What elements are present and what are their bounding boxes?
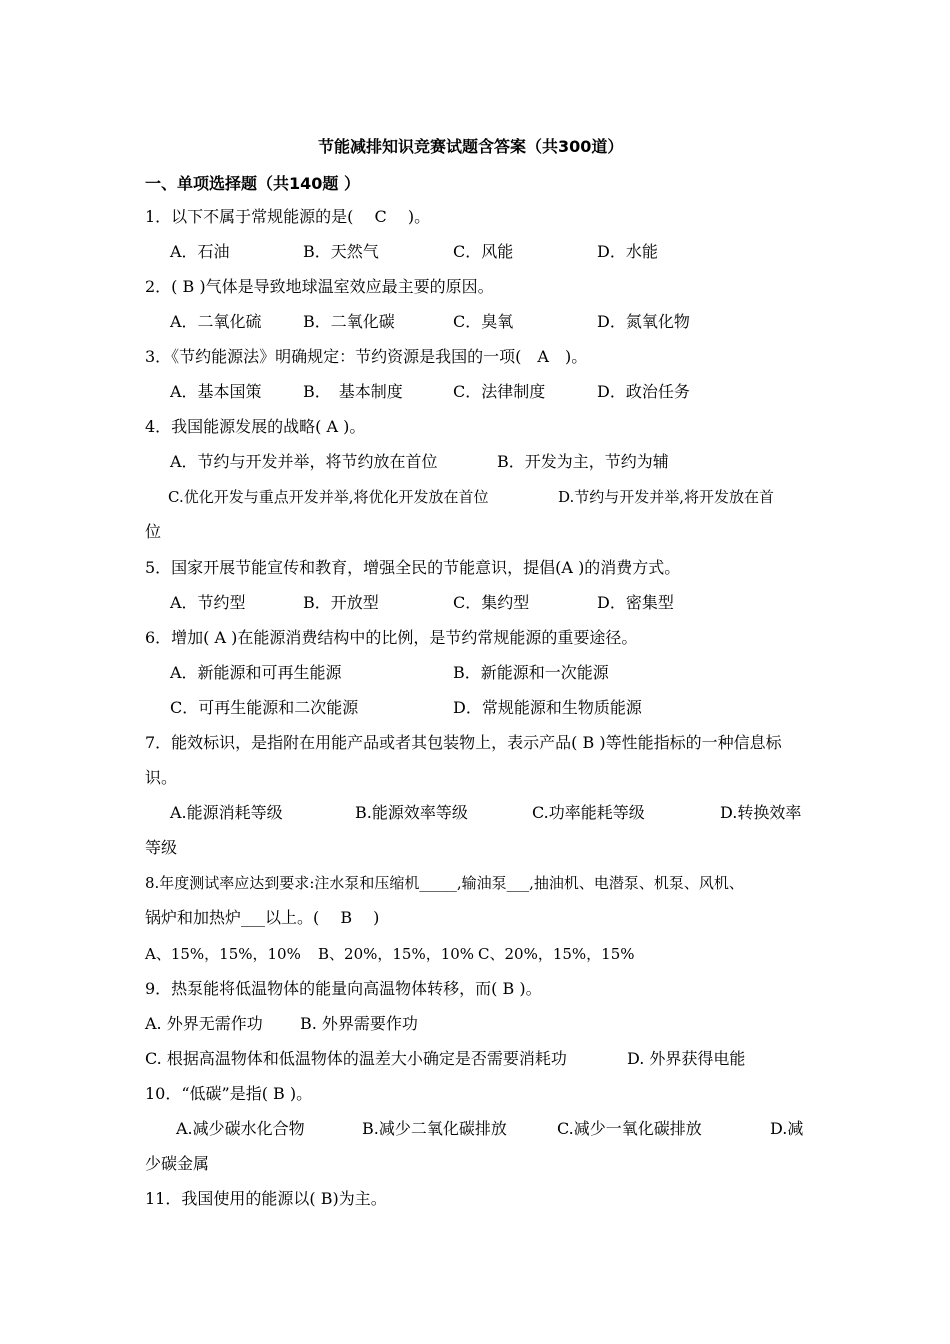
question-2-stem: 2．( B )气体是导致地球温室效应最主要的原因。 — [145, 277, 494, 296]
question-7-option-b: B.能源效率等级 — [355, 803, 468, 822]
question-1-option-a: A．石油 — [170, 242, 230, 261]
question-2-option-b: B．二氧化碳 — [303, 312, 395, 331]
question-1-option-c: C．风能 — [453, 242, 514, 261]
question-10-option-a: A.减少碳水化合物 — [176, 1119, 305, 1138]
question-4-option-d: D.节约与开发并举,将开发放在首 — [558, 488, 775, 506]
question-9-option-a: A. 外界无需作功 — [145, 1014, 263, 1033]
question-7-wrap: 等级 — [145, 838, 178, 857]
question-8-option-b: B、20%，15%，10% — [318, 945, 475, 963]
question-8-stem-wrap: 锅炉和加热炉___以上。( B ) — [145, 908, 380, 927]
question-10-option-c: C.减少一氧化碳排放 — [557, 1119, 702, 1138]
question-3-option-c: C．法律制度 — [453, 382, 546, 401]
question-8-option-c: C、20%，15%，15% — [478, 945, 635, 963]
question-10-stem: 10．“低碳”是指( B )。 — [145, 1084, 313, 1103]
question-7-option-c: C.功率能耗等级 — [532, 803, 645, 822]
question-3-option-b: B． 基本制度 — [303, 382, 403, 401]
question-6-option-a: A．新能源和可再生能源 — [170, 663, 342, 682]
question-8-option-a: A、15%，15%，10% — [145, 945, 301, 963]
question-3-option-d: D．政治任务 — [597, 382, 690, 401]
question-9-stem: 9．热泵能将低温物体的能量向高温物体转移，而( B )。 — [145, 979, 542, 998]
question-11-stem: 11．我国使用的能源以( B)为主。 — [145, 1189, 387, 1208]
question-6-option-b: B．新能源和一次能源 — [453, 663, 609, 682]
question-8-stem: 8.年度测试率应达到要求:注水泵和压缩机_____,输油泵___,抽油机、电潜泵、机泵、风机、 — [145, 874, 744, 892]
section-heading: 一、单项选择题（共140题 ） — [145, 174, 360, 193]
question-1-option-d: D．水能 — [597, 242, 658, 261]
question-7-option-a: A.能源消耗等级 — [170, 803, 283, 822]
question-6-option-d: D．常规能源和生物质能源 — [453, 698, 642, 717]
question-6-stem: 6．增加( A )在能源消费结构中的比例，是节约常规能源的重要途径。 — [145, 628, 638, 647]
question-7-stem-wrap: 识。 — [145, 768, 178, 787]
page-title: 节能减排知识竞赛试题含答案（共300道） — [318, 137, 624, 156]
question-9-option-b: B. 外界需要作功 — [300, 1014, 418, 1033]
question-5-stem: 5．国家开展节能宣传和教育，增强全民的节能意识，提倡(A )的消费方式。 — [145, 558, 681, 577]
question-1-stem: 1．以下不属于常规能源的是( C )。 — [145, 207, 431, 226]
question-5-option-d: D．密集型 — [597, 593, 674, 612]
question-7-option-d: D.转换效率 — [720, 803, 802, 822]
question-4-wrap: 位 — [145, 522, 162, 541]
question-4-option-b: B．开发为主，节约为辅 — [497, 452, 669, 471]
question-10-option-b: B.减少二氧化碳排放 — [362, 1119, 507, 1138]
question-3-stem: 3．《节约能源法》明确规定：节约资源是我国的一项( A )。 — [145, 347, 588, 366]
question-3-option-a: A．基本国策 — [170, 382, 262, 401]
question-10-wrap: 少碳金属 — [145, 1154, 210, 1173]
question-4-stem: 4．我国能源发展的战略( A )。 — [145, 417, 366, 436]
question-1-option-b: B．天然气 — [303, 242, 379, 261]
question-5-option-a: A．节约型 — [170, 593, 246, 612]
question-7-stem: 7．能效标识，是指附在用能产品或者其包装物上，表示产品( B )等性能指标的一种信息标 — [145, 733, 782, 752]
question-6-option-c: C．可再生能源和二次能源 — [170, 698, 359, 717]
question-2-option-c: C．臭氧 — [453, 312, 514, 331]
question-5-option-c: C．集约型 — [453, 593, 530, 612]
question-10-option-d: D.减 — [770, 1119, 804, 1138]
question-9-option-c: C. 根据高温物体和低温物体的温差大小确定是否需要消耗功 — [145, 1049, 567, 1068]
question-9-option-d: D. 外界获得电能 — [627, 1049, 746, 1068]
question-2-option-d: D．氮氧化物 — [597, 312, 690, 331]
question-4-option-c: C.优化开发与重点开发并举,将优化开发放在首位 — [168, 488, 489, 506]
question-2-option-a: A．二氧化硫 — [170, 312, 262, 331]
question-5-option-b: B．开放型 — [303, 593, 379, 612]
question-4-option-a: A．节约与开发并举，将节约放在首位 — [170, 452, 438, 471]
